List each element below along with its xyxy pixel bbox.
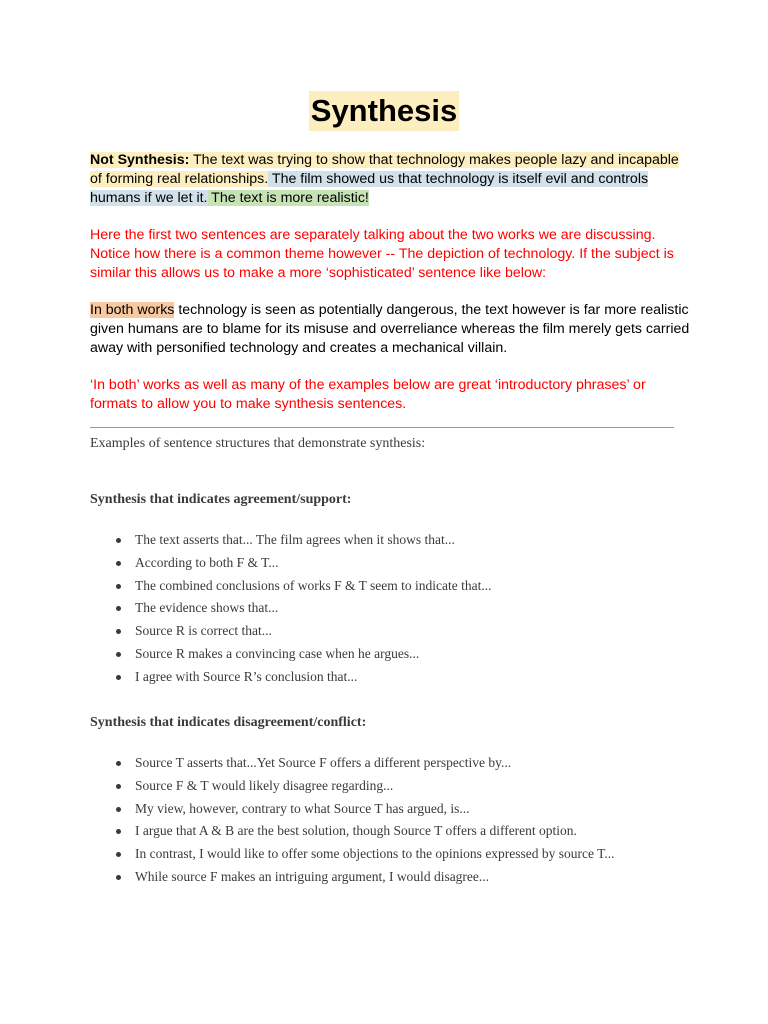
horizontal-divider xyxy=(90,427,674,428)
explanation-paragraph: Here the first two sentences are separately talking about the two works we are discussing. Notice how there is a common theme however -- The depiction of technology. If the subject is similar this allows us to make a more ‘sophisticated’ sentence like below: xyxy=(90,227,674,281)
bullet-icon xyxy=(116,807,121,812)
list-item-text: Source F & T would likely disagree regarding... xyxy=(135,777,394,793)
list-item-text: My view, however, contrary to what Source T has argued, is... xyxy=(135,800,470,816)
list-item-text: The evidence shows that... xyxy=(135,600,279,616)
list-item xyxy=(90,666,491,689)
bullet-icon xyxy=(116,761,121,766)
list-item xyxy=(90,620,491,643)
list-item xyxy=(90,752,615,775)
disagreement-list xyxy=(90,752,615,889)
bullet-icon xyxy=(116,584,121,589)
bullet-icon xyxy=(116,829,121,834)
agreement-heading: Synthesis that indicates agreement/support: xyxy=(90,492,352,507)
sentence-text: The text was trying to show that technology makes people lazy and incapable of forming real relationships. xyxy=(90,152,679,187)
title-text: Synthesis xyxy=(309,91,459,131)
sentence-realistic: The text is more realistic! xyxy=(207,190,369,206)
bullet-icon xyxy=(116,561,121,566)
list-item-text: While source F makes an intriguing argument, I would disagree... xyxy=(135,868,490,884)
disagreement-heading: Synthesis that indicates disagreement/conflict: xyxy=(90,715,367,730)
bullet-icon xyxy=(116,538,121,543)
bullet-icon xyxy=(116,652,121,657)
examples-intro: Examples of sentence structures that demonstrate synthesis: xyxy=(90,436,426,451)
bullet-icon xyxy=(116,852,121,857)
bullet-icon xyxy=(116,675,121,680)
list-item xyxy=(90,843,615,866)
list-item xyxy=(90,798,615,821)
bullet-icon xyxy=(116,629,121,634)
list-item-text: According to both F & T... xyxy=(135,554,279,570)
list-item-text: I argue that A & B are the best solution, though Source T offers a different option. xyxy=(135,823,577,839)
list-item xyxy=(90,775,615,798)
list-item-text: Source R makes a convincing case when he argues... xyxy=(135,645,420,661)
list-item xyxy=(90,597,491,620)
list-item-text: The text asserts that... The film agrees when it shows that... xyxy=(135,532,455,547)
list-item xyxy=(90,820,615,843)
not-synthesis-label: Not Synthesis: xyxy=(90,152,190,168)
bullet-icon xyxy=(116,606,121,611)
example-text: technology is seen as potentially dangerous, the text however is far more realistic given humans are to blame for its misuse and overreliance whereas the film merely gets carried away with personified technology and creates a mechanical villain. xyxy=(90,302,690,356)
list-item xyxy=(90,529,491,552)
list-item-text: Source T asserts that...Yet Source F offers a different perspective by... xyxy=(135,755,512,770)
list-item-text: I agree with Source R’s conclusion that... xyxy=(135,668,358,684)
list-item-text: Source R is correct that... xyxy=(135,623,272,639)
example-highlight: In both works xyxy=(90,302,175,318)
sentence-film: The film showed us that technology is itself evil and controls humans if we let it. xyxy=(90,171,649,206)
note-paragraph: ‘In both’ works as well as many of the examples below are great ‘introductory phrases’ or formats to allow you to make synthesis sentences. xyxy=(90,377,646,412)
list-item xyxy=(90,552,491,575)
list-item xyxy=(90,575,491,598)
agreement-list xyxy=(90,529,491,689)
list-item-text: The combined conclusions of works F & T seem to indicate that... xyxy=(135,577,492,593)
bullet-icon xyxy=(116,875,121,880)
page-title xyxy=(0,91,768,131)
not-synthesis-paragraph xyxy=(90,151,690,208)
list-item-text: In contrast, I would like to offer some objections to the opinions expressed by source T... xyxy=(135,846,615,862)
bullet-icon xyxy=(116,784,121,789)
list-item xyxy=(90,866,615,889)
example-paragraph xyxy=(90,301,690,358)
list-item xyxy=(90,643,491,666)
